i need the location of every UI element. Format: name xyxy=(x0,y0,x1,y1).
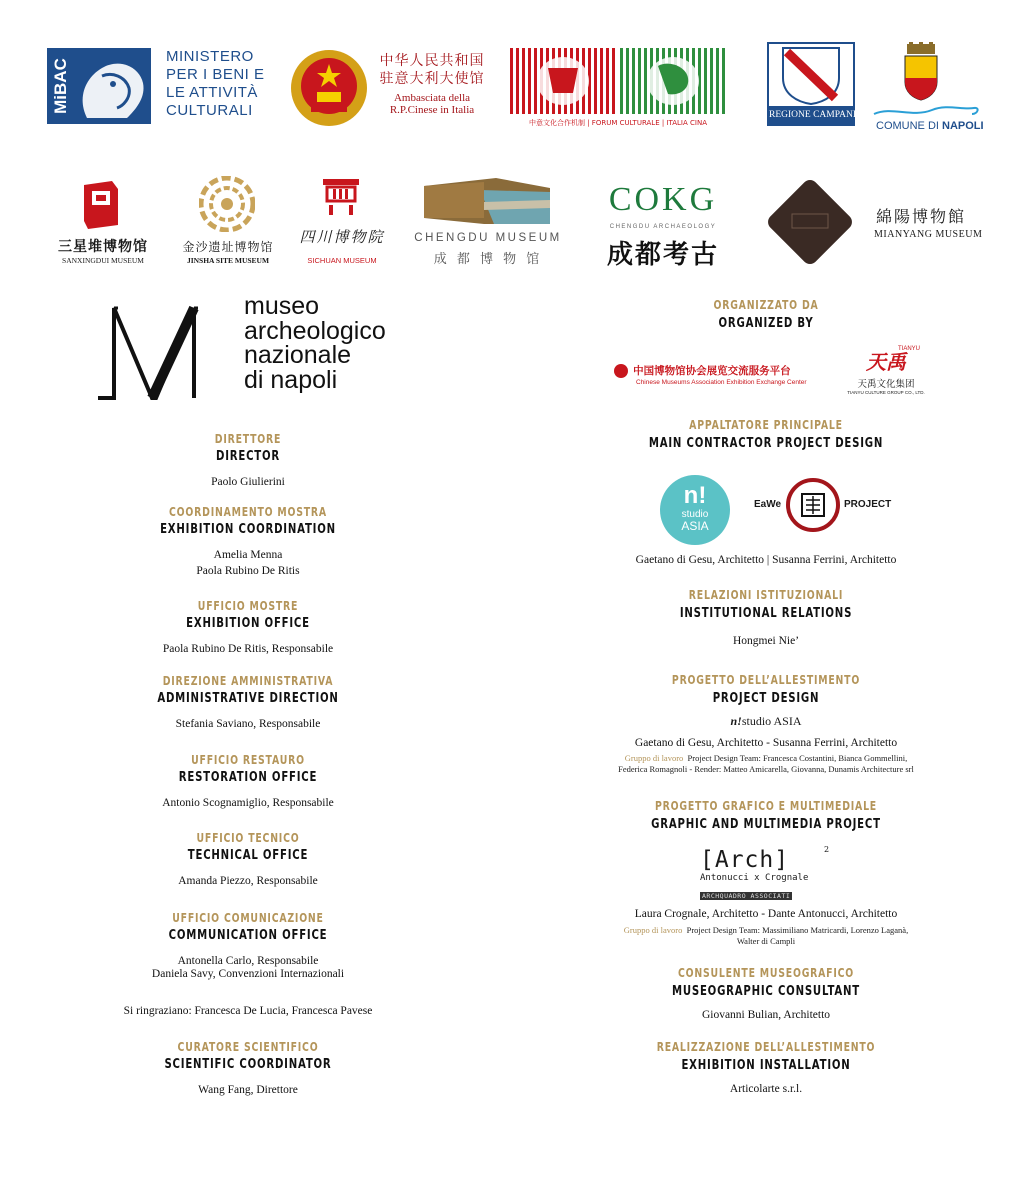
institutional-relations: RELAZIONI ISTITUZIONALI INSTITUTIONAL RELATIONS Hongmei Nie’ xyxy=(679,588,853,647)
arch-wordmark: [Arch] xyxy=(700,847,790,873)
mibac-name: MINISTERO PER I BENI E LE ATTIVITÀ CULTURALI xyxy=(166,48,265,119)
credit-thanks: Si ringraziano: Francesca De Lucia, Francesca Pavese xyxy=(123,1005,373,1017)
credit-admin: DIREZIONE AMMINISTRATIVA ADMINISTRATIVE DIRECTION Stefania Saviano, Responsabile xyxy=(157,674,339,730)
nstudio-asia-logo: n! studio ASIA xyxy=(660,475,730,545)
main-contractor-names: Gaetano di Gesu, Architetto | Susanna Ferrini, Architetto xyxy=(635,554,897,566)
jinsha-cn: 金沙遗址博物馆 xyxy=(182,240,274,254)
chengdu-cn: 成 都 博 物 馆 xyxy=(433,252,543,267)
museographic-consultant: CONSULENTE MUSEOGRAFICO MUSEOGRAPHIC CONSULTANT Giovanni Bulian, Architetto xyxy=(671,966,861,1021)
graphic-multimedia: PROGETTO GRAFICO E MULTIMEDIALE GRAPHIC AND MULTIMEDIA PROJECT xyxy=(651,799,881,832)
sanxingdui-en: SANXINGDUI MUSEUM xyxy=(62,256,144,265)
cokg-wordmark: COKG xyxy=(608,181,718,218)
jinsha-en: JINSHA SITE MUSEUM xyxy=(186,256,270,265)
mann-name: museo archeologico nazionale di napoli xyxy=(244,292,386,394)
credit-communication: UFFICIO COMUNICAZIONE COMMUNICATION OFFICE Antonella Carlo, Responsabile Daniela Savy, Convenzioni Internazionali xyxy=(151,911,345,980)
left-credits xyxy=(58,0,438,1179)
regione-label: REGIONE CAMPANIA xyxy=(769,106,853,124)
chengdu-en: CHENGDU MUSEUM xyxy=(414,232,562,244)
sichuan-cn: 四川博物院 xyxy=(299,228,385,246)
eawe-project-logo: EaWe PROJECT xyxy=(754,476,884,536)
embassy-it-1: Ambasciata della xyxy=(393,92,471,104)
tianyu-logo xyxy=(846,346,926,395)
right-credits xyxy=(578,0,954,1179)
cmaeec-en: Chinese Museums Association Exhibition Exchange Center xyxy=(636,379,807,386)
pd-team: Gruppo di lavoro Project Design Team: Francesca Costantini, Bianca Gommellini, Federica Romagnoli - Render: Matteo Amicarella, Giovanna, Dunamis Architecture srl xyxy=(618,753,914,774)
cmaeec-icon xyxy=(614,364,628,378)
eawe-seal-icon xyxy=(786,478,840,532)
gm-team: Gruppo di lavoro Project Design Team: Massimiliano Matricardi, Lorenzo Laganà, Walter di Campli xyxy=(623,925,909,946)
archquadro-logo: [Arch] 2 Antonucci x Crognale ARCHQUADRO ASSOCIATI xyxy=(700,845,830,900)
organized-by: ORGANIZZATO DA ORGANIZED BY xyxy=(713,298,819,331)
credit-technical: UFFICIO TECNICO TECHNICAL OFFICE Amanda Piezzo, Responsabile xyxy=(178,831,318,887)
embassy-cn: 中华人民共和国 驻意大利大使馆 xyxy=(379,53,485,87)
mibac-initials: MiBAC xyxy=(51,58,70,114)
mianyang-cn: 綿陽博物館 xyxy=(876,207,967,226)
pd-brand: n!studio ASIA xyxy=(730,714,802,728)
cokg-cn: 成都考古 xyxy=(606,240,719,270)
exhibition-installation: REALIZZAZIONE DELL’ALLESTIMENTO EXHIBITION INSTALLATION Articolarte s.r.l. xyxy=(656,1040,876,1095)
main-contractor: APPALTATORE PRINCIPALE MAIN CONTRACTOR PROJECT DESIGN xyxy=(648,418,884,451)
tianyu-cn: 天禹 xyxy=(866,350,906,374)
tianyu-tag: TIANYU xyxy=(897,346,920,352)
cmaeec-logo xyxy=(614,360,844,386)
chengdu-building-icon xyxy=(424,178,550,224)
graphic-multimedia-names: Laura Crognale, Architetto - Dante Antonucci, Architetto Gruppo di lavoro Project Design Team: Massimiliano Matricardi, Lorenzo Laganà, Walter di Campli xyxy=(578,908,954,947)
credit-director: DIRETTORE DIRECTOR Paolo Giulierini xyxy=(211,432,285,488)
credit-coordination: COORDINAMENTO MOSTRA EXHIBITION COORDINATION Amelia Menna Paola Rubino De Ritis xyxy=(160,505,336,577)
forum-caption: 中意文化合作机制 | FORUM CULTURALE | ITALIA CINA xyxy=(529,119,707,127)
cmaeec-cn: 中国博物馆协会展览交流服务平台 xyxy=(633,365,791,377)
credit-scientific: CURATORE SCIENTIFICO SCIENTIFIC COORDINATOR Wang Fang, Direttore xyxy=(164,1040,332,1096)
tianyu-en: TIANYU CULTURE GROUP CO., LTD. xyxy=(847,390,925,395)
sanxingdui-cn: 三星堆博物馆 xyxy=(58,239,148,255)
embassy-it-2: R.P.Cinese in Italia xyxy=(389,104,475,116)
credit-exhibition-office: UFFICIO MOSTRE EXHIBITION OFFICE Paola Rubino De Ritis, Responsabile xyxy=(162,599,334,655)
tianyu-group: 天禹文化集团 xyxy=(857,379,915,390)
credit-restoration: UFFICIO RESTAURO RESTORATION OFFICE Antonio Scognamiglio, Responsabile xyxy=(162,753,334,809)
cokg-sub: CHENGDU ARCHAEOLOGY xyxy=(609,224,717,230)
mianyang-en: MIANYANG MUSEUM xyxy=(874,229,983,240)
comune-label: COMUNE DI NAPOLI xyxy=(876,120,984,132)
project-design: PROGETTO DELL’ALLESTIMENTO PROJECT DESIGN n!studio ASIA Gaetano di Gesu, Architetto - Susanna Ferrini, Architetto Gruppo di lavoro Project Design Team: Francesca Costantini, Bianca Gommellini, Federica Romagnoli - Render: Matteo Amicarella, Giovanna, Dunamis Architecture srl xyxy=(578,673,954,775)
sichuan-en: SICHUAN MUSEUM xyxy=(307,256,377,265)
